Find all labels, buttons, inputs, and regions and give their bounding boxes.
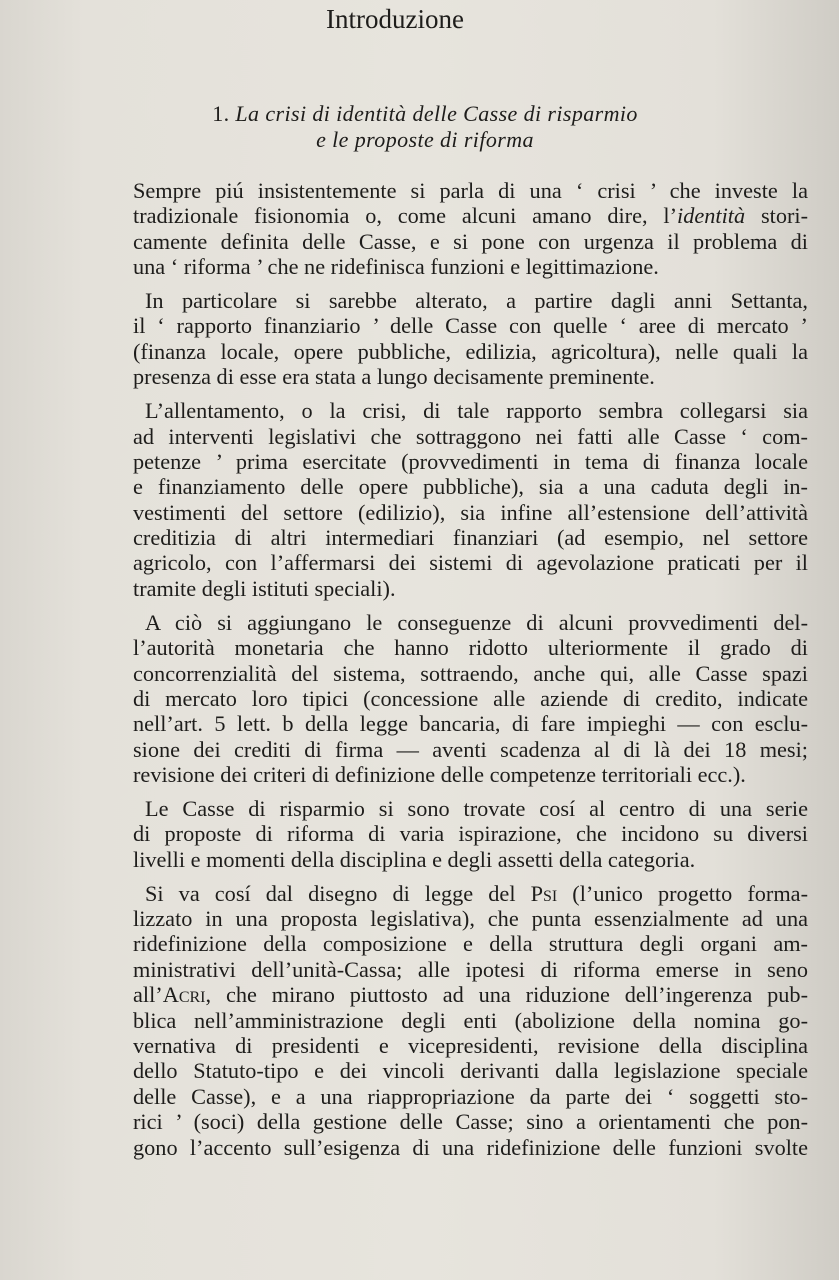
paragraph: [133, 610, 808, 788]
chapter-title: Introduzione: [326, 4, 464, 34]
text-line: [133, 957, 808, 982]
text-run: rici ’ (soci) della gestione delle Casse; sino a orientamenti che pon-: [133, 1109, 808, 1135]
text-line: [133, 178, 808, 203]
paragraph: [133, 881, 808, 1160]
section-number: 1.: [212, 101, 230, 126]
text-line: [133, 1135, 808, 1160]
text-run: (l’unico progetto forma-: [557, 880, 808, 906]
section-heading-text-1: La crisi di identità delle Casse di risparmio: [235, 101, 638, 126]
small-caps-text: Psi: [530, 880, 558, 906]
text-run: petenze ’ prima esercitate (provvedimenti in tema di finanza locale: [133, 448, 808, 474]
text-run: tramite degli istituti speciali).: [133, 575, 396, 601]
text-line: [133, 474, 808, 499]
text-run: revisione dei criteri di definizione delle competenze territoriali ecc.).: [133, 762, 746, 788]
text-run: delle Casse), e a una riappropriazione da parte dei ‘ soggetti sto-: [133, 1083, 808, 1109]
text-line: [133, 449, 808, 474]
text-run: gono l’accento sull’esigenza di una ridefinizione delle funzioni svolte: [133, 1134, 808, 1160]
paragraph: [133, 288, 808, 390]
text-run: blica nell’amministrazione degli enti (abolizione della nomina go-: [133, 1007, 808, 1033]
paragraph: [133, 178, 808, 280]
text-run: camente definita delle Casse, e si pone con urgenza il problema di: [133, 228, 808, 254]
text-line: [133, 881, 808, 906]
text-run: una ‘ riforma ’ che ne ridefinisca funzioni e legittimazione.: [133, 254, 659, 280]
paragraph: [133, 398, 808, 601]
text-run: , che mirano piuttosto ad una riduzione dell’ingerenza pub-: [205, 982, 808, 1008]
text-line: [133, 661, 808, 686]
text-line: [133, 1058, 808, 1083]
text-line: [133, 364, 808, 389]
text-line: [133, 500, 808, 525]
text-run: (finanza locale, opere pubbliche, edilizia, agricoltura), nelle quali la: [133, 338, 808, 364]
text-line: [133, 288, 808, 313]
text-line: [133, 821, 808, 846]
section-heading: [0, 101, 839, 153]
text-line: [133, 339, 808, 364]
text-run: A ciò si aggiungano le conseguenze di alcuni provvedimenti del-: [145, 609, 808, 635]
text-run: vestimenti del settore (edilizio), sia infine all’estensione dell’attività: [133, 499, 808, 525]
text-run: stori-: [745, 203, 809, 229]
text-run: ad interventi legislativi che sottraggono nei fatti alle Casse ‘ com-: [133, 423, 808, 449]
text-line: [133, 931, 808, 956]
text-run: sione dei crediti di firma — aventi scadenza al di là dei 18 mesi;: [133, 736, 808, 762]
text-run: creditizia di altri intermediari finanziari (ad esempio, nel settore: [133, 525, 808, 551]
text-run: tradizionale fisionomia o, come alcuni amano dire, l’: [133, 203, 678, 229]
text-run: L’allentamento, o la crisi, di tale rapporto sembra collegarsi sia: [145, 398, 808, 424]
text-run: concorrenzialità del sistema, sottraendo, anche qui, alle Casse spazi: [133, 660, 808, 686]
text-run: In particolare si sarebbe alterato, a partire dagli anni Settanta,: [145, 288, 808, 314]
text-line: [133, 610, 808, 635]
section-heading-line-2: e le proposte di riforma: [316, 127, 534, 152]
text-run: ministrativi dell’unità-Cassa; alle ipotesi di riforma emerse in seno: [133, 956, 808, 982]
text-run: nell’art. 5 lett. b della legge bancaria, di fare impieghi — con esclu-: [133, 711, 808, 737]
text-line: [133, 1033, 808, 1058]
text-line: [133, 203, 808, 228]
text-line: [133, 847, 808, 872]
text-run: Sempre piú insistentemente si parla di una ‘ crisi ’ che investe la: [133, 178, 808, 203]
text-line: [133, 906, 808, 931]
text-line: [133, 254, 808, 279]
body-text: [133, 178, 808, 1168]
text-line: [133, 796, 808, 821]
small-caps-text: Acri: [162, 982, 206, 1008]
text-run: vernativa di presidenti e vicepresidenti, revisione della disciplina: [133, 1033, 808, 1058]
text-line: [133, 1008, 808, 1033]
text-line: [133, 762, 808, 787]
text-line: [133, 424, 808, 449]
text-line: [133, 711, 808, 736]
text-line: [133, 737, 808, 762]
text-run: di mercato loro tipici (concessione alle aziende di credito, indicate: [133, 685, 808, 711]
text-run: l’autorità monetaria che hanno ridotto ulteriormente il grado di: [133, 635, 808, 661]
text-run: dello Statuto-tipo e dei vincoli derivanti dalla legislazione speciale: [133, 1058, 808, 1084]
text-line: [133, 686, 808, 711]
paragraph: [133, 796, 808, 872]
text-run: agricolo, con l’affermarsi dei sistemi di agevolazione praticati per il: [133, 550, 808, 576]
text-line: [133, 550, 808, 575]
text-line: [133, 398, 808, 423]
text-run: presenza di esse era stata a lungo decisamente preminente.: [133, 364, 655, 390]
text-line: [133, 525, 808, 550]
section-heading-line-1: [0, 101, 839, 127]
text-line: [133, 982, 808, 1007]
text-run: il ‘ rapporto finanziario ’ delle Casse con quelle ‘ aree di mercato ’: [133, 313, 808, 339]
text-run: Le Casse di risparmio si sono trovate cosí al centro di una serie: [145, 795, 808, 821]
text-run: ridefinizione della composizione e della struttura degli organi am-: [133, 931, 808, 957]
text-line: [133, 1109, 808, 1134]
text-line: [133, 576, 808, 601]
text-run: e finanziamento delle opere pubbliche), sia a una caduta degli in-: [133, 474, 808, 500]
text-run: livelli e momenti della disciplina e degli assetti della categoria.: [133, 846, 696, 872]
text-run: all’: [133, 982, 163, 1008]
text-line: [133, 313, 808, 338]
text-run: Si va cosí dal disegno di legge del: [145, 880, 531, 906]
italic-text: identità: [677, 203, 746, 229]
text-line: [133, 635, 808, 660]
text-line: [133, 229, 808, 254]
text-run: lizzato in una proposta legislativa), che punta essenzialmente ad una: [133, 906, 808, 932]
text-run: di proposte di riforma di varia ispirazione, che incidono su diversi: [133, 821, 808, 847]
text-line: [133, 1084, 808, 1109]
